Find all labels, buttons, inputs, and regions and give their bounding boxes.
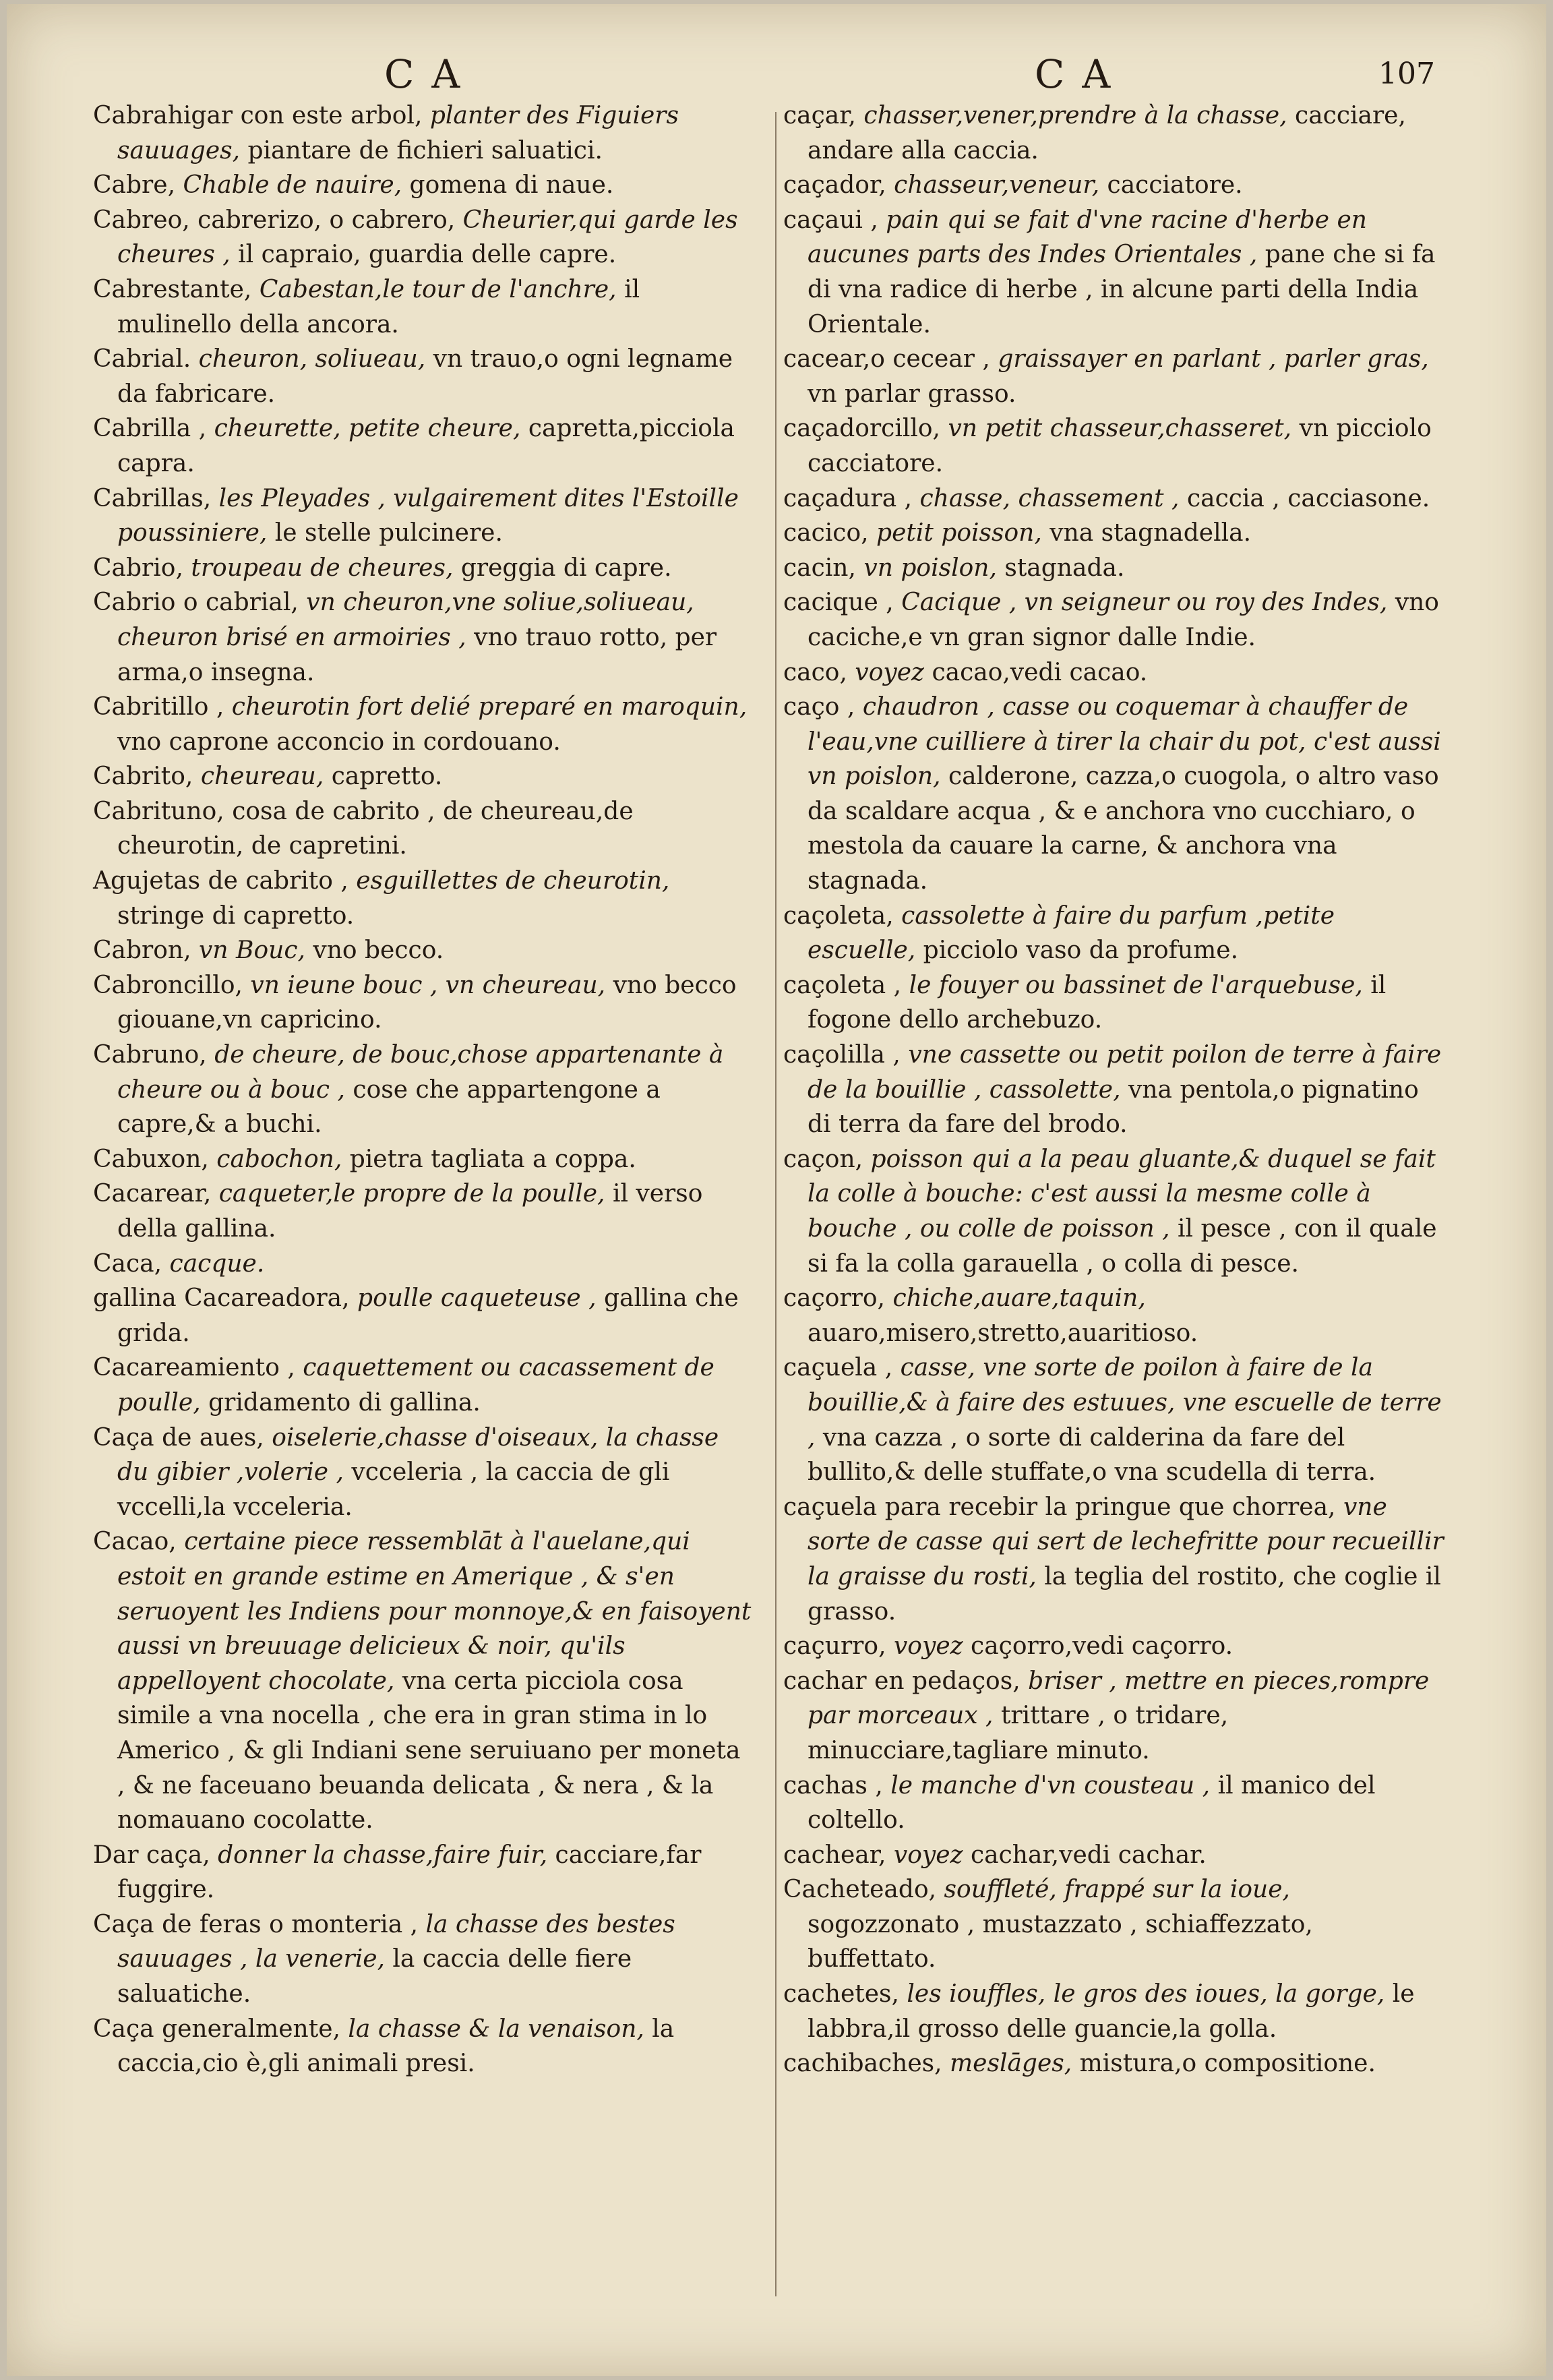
french-gloss: chaudron , casse ou coquemar à chauffer de l'eau,vne cuilliere à tirer la chair du pot, c'est aussi vn poislon, — [808, 693, 1441, 791]
italian-gloss: cacciare,far fuggire. — [117, 1841, 702, 1904]
italian-gloss: vno trauo rotto, per arma,o insegna. — [117, 623, 717, 686]
italian-gloss: pane che si fa di vna radice di herbe , in alcune parti della India Orientale. — [808, 241, 1436, 338]
dictionary-entry — [93, 342, 754, 411]
dictionary-entry — [93, 168, 754, 203]
italian-gloss: greggia di capre. — [460, 554, 672, 582]
dictionary-entry — [783, 1038, 1444, 1142]
italian-gloss: capretta,picciola capra. — [117, 415, 735, 477]
dictionary-entry — [93, 690, 754, 759]
headword: cachibaches, — [783, 2050, 942, 2078]
french-gloss: souffleté, frappé sur la ioue, — [944, 1876, 1290, 1904]
dictionary-entry — [93, 759, 754, 794]
headword: Caça de feras o monteria , — [93, 1910, 419, 1938]
headword: Cabron, — [93, 936, 191, 965]
headword: Cabreo, cabrerizo, o cabrero, — [93, 206, 456, 234]
headword: cacique , — [783, 589, 894, 617]
headword: Cabruno, — [93, 1041, 207, 1069]
italian-gloss: il pesce , con il quale si fa la colla garauella , o colla di pesce. — [808, 1215, 1437, 1278]
italian-gloss: cachar,vedi cachar. — [970, 1841, 1207, 1869]
french-gloss: le fouyer ou bassinet de l'arquebuse, — [909, 971, 1363, 999]
dictionary-entry — [93, 864, 754, 933]
french-gloss: Chable de nauire, — [183, 171, 402, 200]
italian-gloss: vno caprone acconcio in cordouano. — [117, 727, 561, 756]
italian-gloss: pietra tagliata a coppa. — [349, 1145, 636, 1173]
french-gloss: chiche,auare,taquin, — [892, 1284, 1146, 1313]
french-gloss: Cabestan,le tour de l'anchre, — [259, 275, 617, 303]
headword: cachas , — [783, 1771, 883, 1799]
dictionary-entry — [93, 98, 754, 168]
dictionary-entry — [93, 551, 754, 586]
dictionary-entry — [783, 1490, 1444, 1629]
headword: caçadorcillo, — [783, 415, 940, 443]
french-gloss: chasser,vener,prendre à la chasse, — [863, 102, 1287, 129]
italian-gloss: la teglia del rostito, che coglie il grasso. — [808, 1562, 1441, 1626]
italian-gloss: vno becco giouane,vn capricino. — [117, 971, 737, 1034]
italian-gloss: cosa de cabrito , de cheureau,de cheurotin, de capretini. — [117, 797, 634, 860]
headword: caçuela para recebir la pringue que chorrea, — [783, 1493, 1336, 1521]
french-gloss: la chasse des bestes sauuages , la venerie, — [117, 1910, 675, 1973]
french-gloss: meslāges, — [950, 2050, 1072, 2078]
headword: caçar, — [783, 102, 856, 129]
french-gloss: cassolette à faire du parfum ,petite escuelle, — [808, 901, 1335, 965]
dictionary-entry — [783, 1768, 1444, 1838]
dictionary-entry — [783, 168, 1444, 203]
column-divider — [775, 112, 776, 2296]
french-gloss: Cheurier,qui garde les cheures , — [117, 206, 738, 269]
headword: Caça de aues, — [93, 1423, 264, 1452]
italian-gloss: gridamento di gallina. — [208, 1388, 481, 1417]
italian-gloss: le labbra,il grosso delle guancie,la golla. — [808, 1980, 1415, 2043]
headword: Cabroncillo, — [93, 971, 243, 999]
french-gloss: pain qui se fait d'vne racine d'herbe en aucunes parts des Indes Orientales , — [808, 206, 1367, 269]
dictionary-entry — [783, 1977, 1444, 2046]
headword: cacear,o cecear , — [783, 345, 990, 374]
italian-gloss: il mulinello della ancora. — [117, 275, 640, 338]
italian-gloss: cacao,vedi cacao. — [932, 658, 1148, 686]
headword: Agujetas de cabrito , — [93, 867, 348, 895]
headword: Caca, — [93, 1249, 162, 1278]
dictionary-entry — [93, 1177, 754, 1246]
italian-gloss: sogozzonato , mustazzato , schiaffezzato, buffettato. — [808, 1910, 1313, 1973]
french-gloss: les iouffles, le gros des ioues, la gorge, — [907, 1980, 1385, 2009]
headword: Dar caça, — [93, 1841, 210, 1869]
french-gloss: caqueter,le propre de la poulle, — [218, 1180, 605, 1208]
headword: caçoleta, — [783, 901, 894, 930]
headword: Cabrituno, — [93, 797, 224, 825]
headword: caçaui , — [783, 206, 878, 234]
dictionary-entry — [783, 2046, 1444, 2081]
headword: Cabre, — [93, 171, 176, 200]
french-gloss: vne cassette ou petit poilon de terre à faire de la bouillie , cassolette, — [808, 1041, 1442, 1104]
french-gloss: cheuron, soliueau, — [198, 345, 426, 374]
headword: Cabritillo , — [93, 693, 224, 721]
left-column — [93, 98, 754, 2081]
italian-gloss: la caccia,cio è,gli animali presi. — [117, 2015, 675, 2078]
dictionary-entry — [783, 1664, 1444, 1768]
dictionary-entry — [93, 1838, 754, 1907]
dictionary-entry — [93, 794, 754, 864]
headword: Cabrestante, — [93, 275, 252, 303]
headword: caçadura , — [783, 484, 913, 512]
italian-gloss: auaro,misero,stretto,auaritioso. — [808, 1319, 1198, 1347]
headword: Caça generalmente, — [93, 2015, 340, 2043]
headword: caçuela , — [783, 1354, 893, 1382]
italian-gloss: le stelle pulcinere. — [274, 519, 503, 547]
french-gloss: cheureau, — [200, 763, 324, 791]
french-gloss: caquettement ou cacassement de poulle, — [117, 1354, 714, 1417]
italian-gloss: stringe di capretto. — [117, 901, 355, 930]
dictionary-entry — [783, 203, 1444, 342]
italian-gloss: cacciare, andare alla caccia. — [808, 102, 1406, 165]
page-number: 107 — [1378, 57, 1435, 91]
french-gloss: le manche d'vn cousteau , — [890, 1771, 1211, 1799]
french-gloss: vn petit chasseur,chasseret, — [948, 415, 1292, 443]
headword: caçolilla , — [783, 1041, 901, 1069]
header-left-letters: CA — [384, 51, 478, 97]
italian-gloss: il manico del coltello. — [808, 1771, 1376, 1835]
headword: Cabrillas, — [93, 484, 212, 512]
headword: caçorro, — [783, 1284, 885, 1313]
french-gloss: vn Bouc, — [199, 936, 305, 965]
italian-gloss: il fogone dello archebuzo. — [808, 971, 1387, 1034]
dictionary-entry — [93, 1907, 754, 2012]
dictionary-entry — [93, 411, 754, 481]
italian-gloss: caçorro,vedi caçorro. — [971, 1632, 1234, 1661]
dictionary-entry — [93, 203, 754, 272]
italian-gloss: gomena di naue. — [409, 171, 614, 200]
dictionary-entry — [783, 1872, 1444, 1977]
french-gloss: cheurotin fort delié preparé en maroquin, — [231, 693, 748, 721]
dictionary-entry — [783, 1838, 1444, 1873]
italian-gloss: vn trauo,o ogni legname da fabricare. — [117, 345, 733, 408]
french-gloss: voyez — [893, 1632, 963, 1661]
italian-gloss: vna cazza , o sorte di calderina da fare del bullito,& delle stuffate,o vna scudella di terra. — [808, 1423, 1376, 1487]
headword: Cabrio o cabrial, — [93, 589, 299, 617]
french-gloss: casse, vne sorte de poilon à faire de la bouillie,& à faire des estuues, vne escuelle de terre , — [808, 1354, 1442, 1452]
dictionary-entry — [783, 655, 1444, 690]
dictionary-entry — [783, 1281, 1444, 1350]
dictionary-entry — [783, 899, 1444, 968]
italian-gloss: vcceleria , la caccia de gli vccelli,la vcceleria. — [117, 1458, 670, 1521]
dictionary-entry — [783, 968, 1444, 1038]
french-gloss: planter des Figuiers sauuages, — [117, 102, 679, 165]
headword: Cacao, — [93, 1528, 177, 1556]
italian-gloss: cacciatore. — [1107, 171, 1243, 200]
french-gloss: oiselerie,chasse d'oiseaux, la chasse du gibier ,volerie , — [117, 1423, 719, 1487]
italian-gloss: stagnada. — [1004, 554, 1125, 582]
italian-gloss: vna stagnadella. — [1049, 519, 1252, 547]
header-right-letters: CA — [1035, 51, 1128, 97]
french-gloss: les Pleyades , vulgairement dites l'Estoille poussiniere, — [117, 484, 739, 547]
headword: Cabrial. — [93, 345, 191, 374]
french-gloss: voyez — [893, 1841, 963, 1869]
italian-gloss: vno caciche,e vn gran signor dalle Indie. — [808, 589, 1439, 651]
french-gloss: voyez — [855, 658, 924, 686]
dictionary-entry — [783, 411, 1444, 481]
italian-gloss: vn picciolo cacciatore. — [808, 415, 1432, 477]
french-gloss: cacque. — [169, 1249, 265, 1278]
italian-gloss: la caccia delle fiere saluatiche. — [117, 1945, 632, 2009]
dictionary-entry — [93, 585, 754, 690]
italian-gloss: il verso della gallina. — [117, 1180, 703, 1243]
dictionary-entry — [783, 1350, 1444, 1489]
french-gloss: certaine piece ressemblāt à l'auelane,qui estoit en grande estime en Amerique , & s'en seruoyent les Indiens pour monnoye,& en faisoyent aussi vn breuuage delicieux & noir, qu'ils appelloyent chocolate, — [117, 1528, 752, 1695]
headword: cachetes, — [783, 1980, 899, 2009]
french-gloss: cheurette, petite cheure, — [214, 415, 521, 443]
french-gloss: chasseur,veneur, — [894, 171, 1100, 200]
dictionary-entry — [93, 272, 754, 342]
headword: cachear, — [783, 1841, 886, 1869]
italian-gloss: cose che appartengone a capre,& a buchi. — [117, 1075, 661, 1139]
right-column — [783, 98, 1444, 2081]
dictionary-entry — [783, 1629, 1444, 1664]
french-gloss: vne sorte de casse qui sert de lechefritte pour recueillir la graisse du rosti, — [808, 1493, 1444, 1590]
french-gloss: esguillettes de cheurotin, — [356, 867, 670, 895]
dictionary-entry — [93, 1247, 754, 1282]
headword: cacico, — [783, 519, 869, 547]
italian-gloss: trittare , o tridare, minucciare,tagliare minuto. — [808, 1702, 1229, 1764]
headword: Cacarear, — [93, 1180, 212, 1208]
french-gloss: vn poislon, — [863, 554, 997, 582]
headword: Cabrio, — [93, 554, 183, 582]
french-gloss: Cacique , vn seigneur ou roy des Indes, — [901, 589, 1388, 617]
headword: caçoleta , — [783, 971, 902, 999]
dictionary-entry — [93, 1524, 754, 1837]
headword: Cacheteado, — [783, 1876, 937, 1904]
french-gloss: troupeau de cheures, — [191, 554, 454, 582]
headword: cachar en pedaços, — [783, 1667, 1021, 1695]
dictionary-entry — [783, 690, 1444, 899]
headword: Cabuxon, — [93, 1145, 209, 1173]
french-gloss: graissayer en parlant , parler gras, — [998, 345, 1429, 374]
french-gloss: cabochon, — [216, 1145, 342, 1173]
dictionary-entry — [93, 1038, 754, 1142]
french-gloss: donner la chasse,faire fuir, — [218, 1841, 548, 1869]
headword: caçador, — [783, 171, 886, 200]
dictionary-entry — [783, 98, 1444, 168]
dictionary-entry — [93, 481, 754, 551]
french-gloss: petit poisson, — [876, 519, 1042, 547]
french-gloss: vn cheuron,vne soliue,soliueau, cheuron brisé en armoiries , — [117, 589, 694, 651]
headword: caçurro, — [783, 1632, 886, 1661]
dictionary-entry — [93, 933, 754, 968]
italian-gloss: vno becco. — [313, 936, 444, 965]
italian-gloss: caccia , cacciasone. — [1186, 484, 1430, 512]
headword: gallina Cacareadora, — [93, 1284, 350, 1313]
dictionary-entry — [93, 1350, 754, 1420]
headword: caço , — [783, 693, 855, 721]
french-gloss: poulle caqueteuse , — [357, 1284, 597, 1313]
italian-gloss: il capraio, guardia delle capre. — [238, 241, 617, 269]
dictionary-entry — [783, 551, 1444, 586]
dictionary-entry — [783, 1142, 1444, 1281]
italian-gloss: piantare de fichieri saluatici. — [247, 136, 603, 165]
dictionary-entry — [93, 1142, 754, 1177]
italian-gloss: vna certa picciola cosa simile a vna nocella , che era in gran stima in lo Americo , & gli Indiani sene seruiuano per moneta , & ne faceuano beuanda delicata , & nera , & la nomauano cocolatte. — [117, 1667, 741, 1835]
dictionary-entry — [93, 2012, 754, 2081]
french-gloss: la chasse & la venaison, — [348, 2015, 644, 2043]
dictionary-entry — [783, 342, 1444, 411]
dictionary-entry — [93, 1421, 754, 1525]
headword: Cabrilla , — [93, 415, 207, 443]
dictionary-entry — [93, 1281, 754, 1350]
italian-gloss: mistura,o compositione. — [1079, 2050, 1376, 2078]
headword: caçon, — [783, 1145, 863, 1173]
dictionary-entry — [783, 516, 1444, 551]
dictionary-page — [7, 4, 1546, 2376]
french-gloss: poisson qui a la peau gluante,& duquel se fait la colle à bouche: c'est aussi la mesme colle à bouche , ou colle de poisson , — [808, 1145, 1436, 1243]
italian-gloss: calderone, cazza,o cuogola, o altro vaso da scaldare acqua , & e anchora vno cucchiaro, o mestola da cauare la carne, & anchora vna stagnada. — [808, 763, 1439, 895]
headword: cacin, — [783, 554, 856, 582]
italian-gloss: gallina che grida. — [117, 1284, 739, 1347]
headword: caco, — [783, 658, 847, 686]
dictionary-entry — [93, 968, 754, 1038]
french-gloss: de cheure, de bouc,chose appartenante à cheure ou à bouc , — [117, 1041, 724, 1104]
running-header — [7, 51, 1546, 105]
italian-gloss: vn parlar grasso. — [808, 380, 1016, 408]
italian-gloss: vna pentola,o pignatino di terra da fare del brodo. — [808, 1075, 1419, 1139]
french-gloss: briser , mettre en pieces,rompre par morceaux , — [808, 1667, 1430, 1730]
italian-gloss: capretto. — [331, 763, 443, 791]
headword: Cacareamiento , — [93, 1354, 295, 1382]
dictionary-entry — [783, 585, 1444, 655]
headword: Cabrito, — [93, 763, 193, 791]
french-gloss: chasse, chassement , — [919, 484, 1180, 512]
dictionary-entry — [783, 481, 1444, 516]
headword: Cabrahigar con este arbol, — [93, 102, 423, 129]
french-gloss: vn ieune bouc , vn cheureau, — [250, 971, 606, 999]
italian-gloss: picciolo vaso da profume. — [923, 936, 1239, 965]
